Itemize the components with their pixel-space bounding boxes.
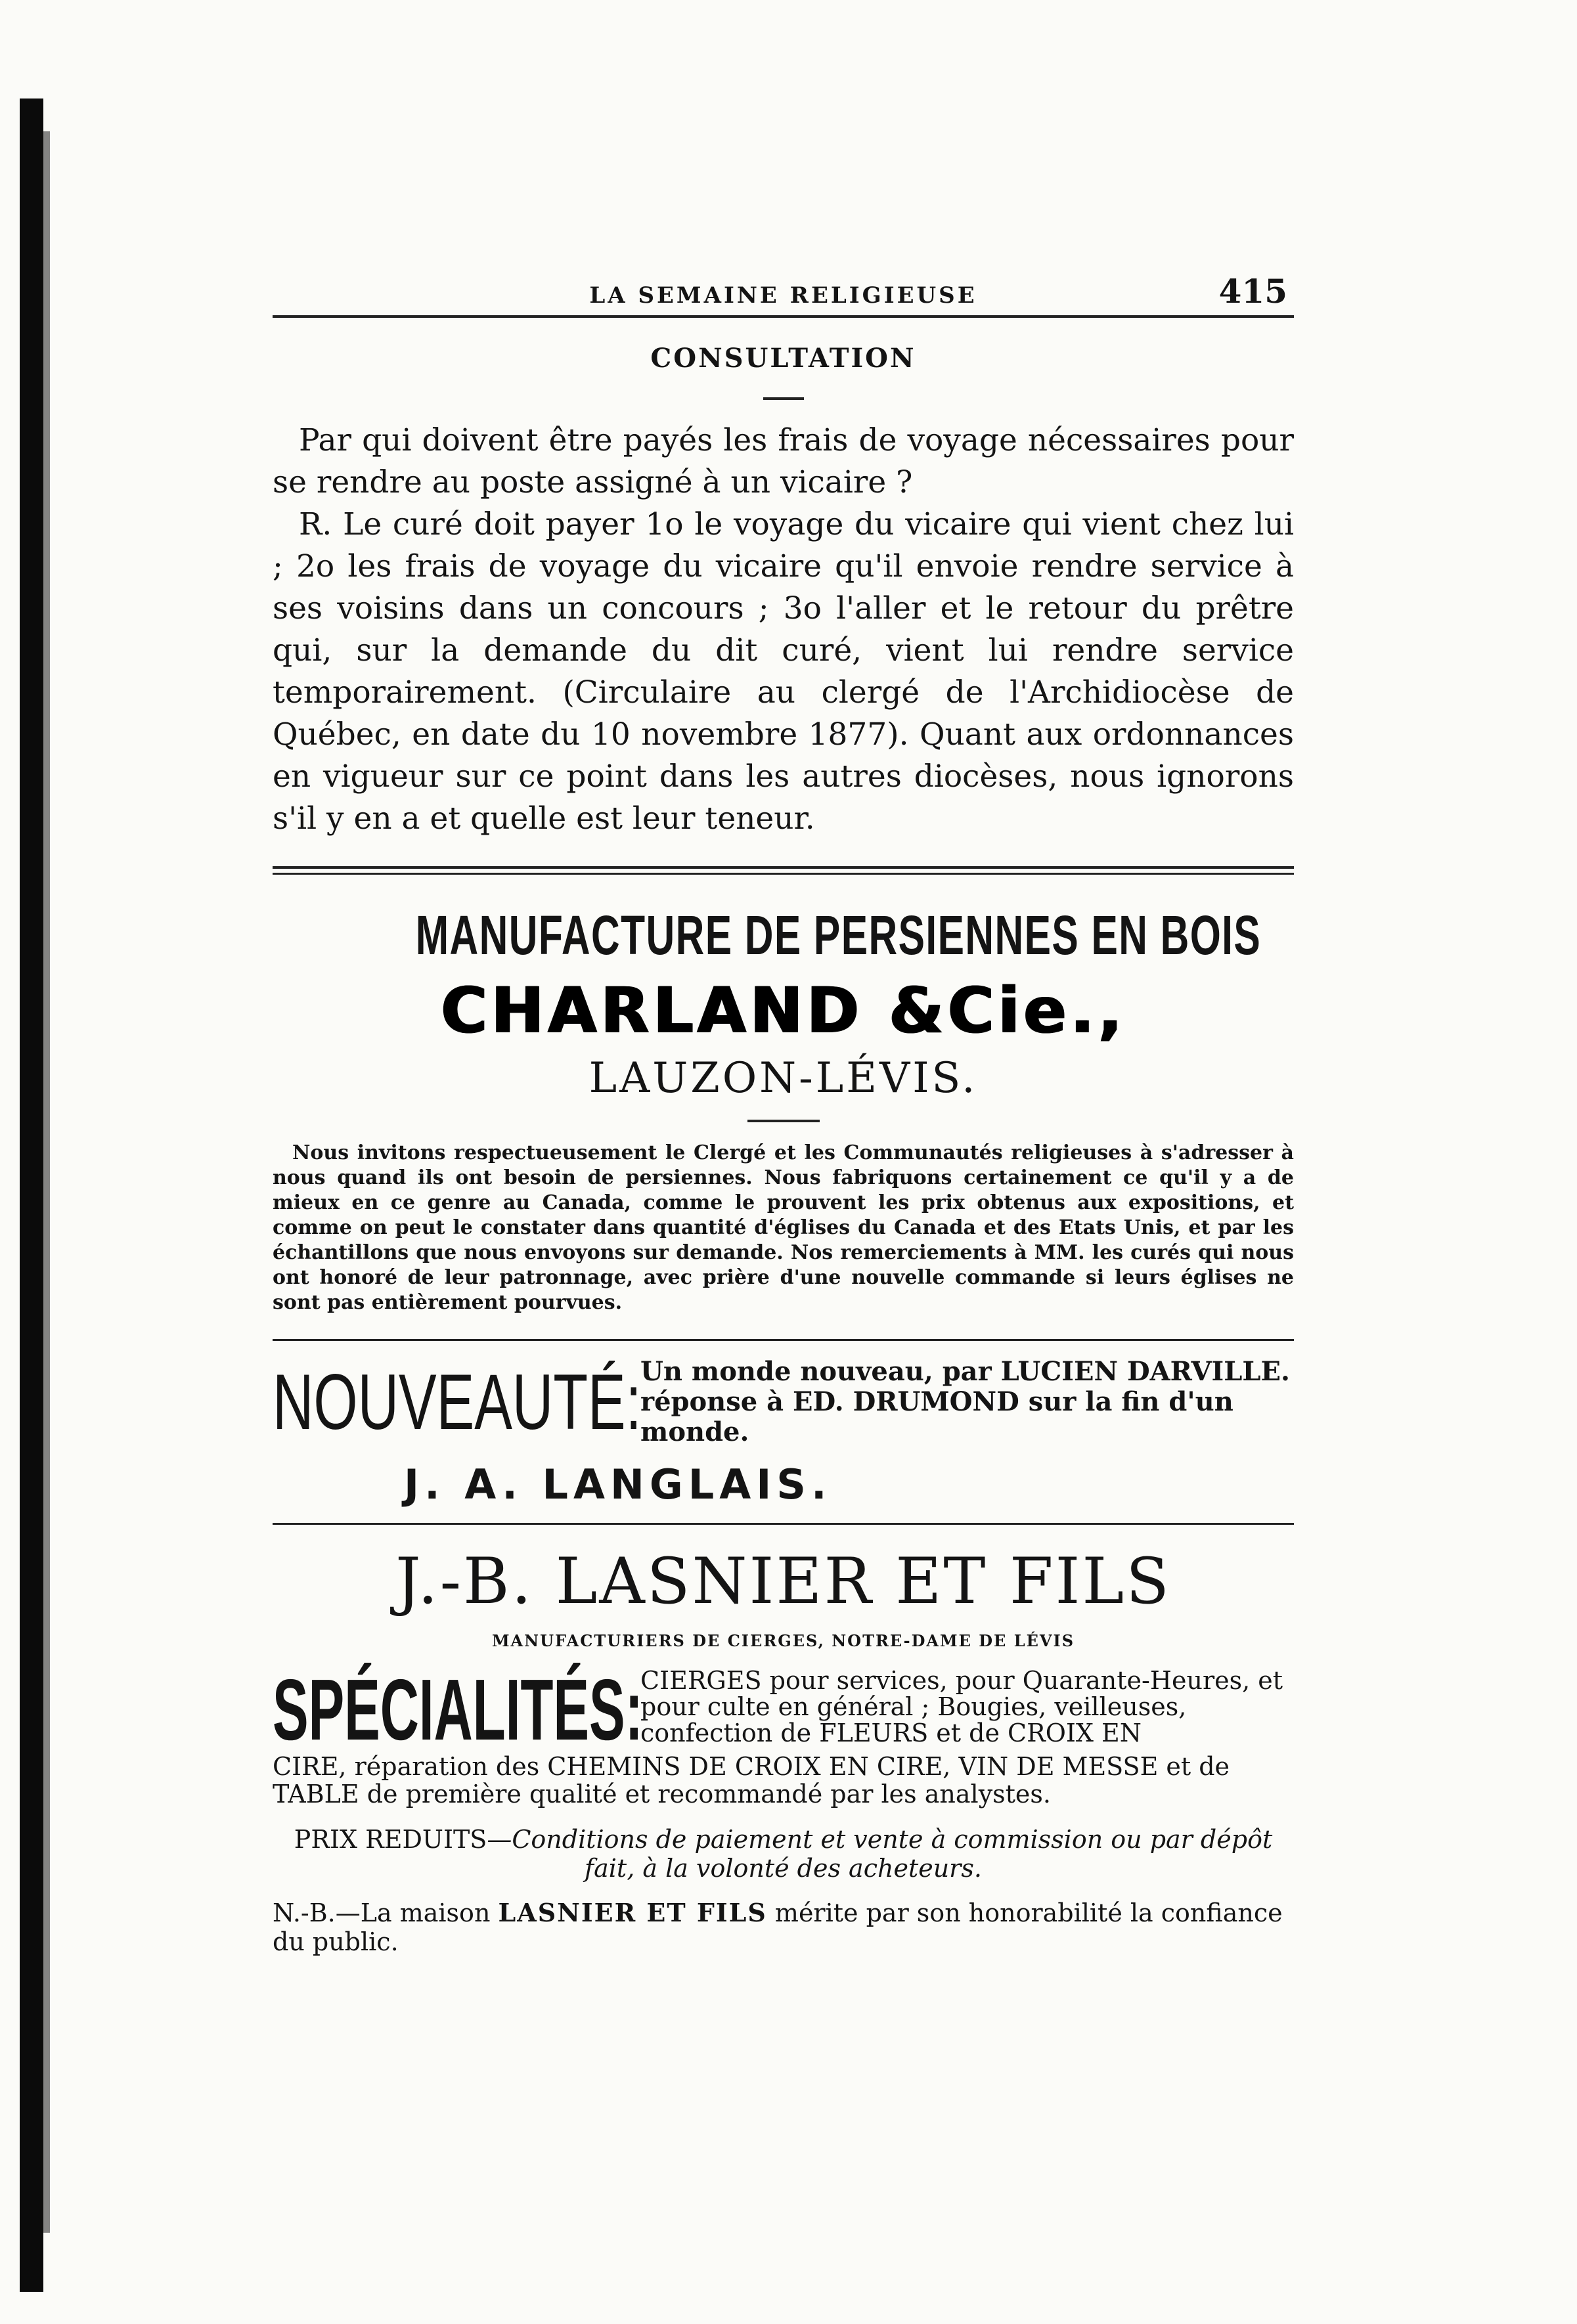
charland-company: CHARLAND &Cie., [440, 974, 1126, 1047]
nouveaute-text [640, 1357, 1294, 1447]
prix-label: PRIX REDUITS [294, 1825, 487, 1854]
specialites-word: SPÉCIALITÉS: [273, 1661, 643, 1758]
page-number: 415 [1218, 272, 1287, 311]
running-header [273, 263, 1294, 315]
answer-paragraph: R. Le curé doit payer 1o le voyage du vicaire qui vient chez lui ; 2o les frais de voyage du vicaire qu'il envoie rendre service à ses voisins dans un concours ; 3o l'aller et le retour du prêtre qui, sur la demande du dit curé, vient lui rendre service temporairement. (Circulaire au clergé de l'Archidiocèse de Québec, en date du 10 novembre 1877). Quant aux ordonnances en vigueur sur ce point dans les autres diocèses, nous ignorons s'il y en a et quelle est leur teneur. [273, 506, 1294, 837]
header-rule [273, 315, 1294, 318]
nouveaute-line-1: Un monde nouveau, par LUCIEN DARVILLE. [640, 1356, 1290, 1387]
nouveaute-word: NOUVEAUTÉ: [273, 1358, 642, 1446]
nb-text: mérite par son honorabilité la confiance du public. [273, 1898, 1283, 1956]
ad-dash [747, 1120, 820, 1122]
lauzon-location: LAUZON-LÉVIS. [589, 1054, 978, 1103]
lasnier-subtitle: MANUFACTURIERS DE CIERGES, NOTRE-DAME DE LÉVIS [491, 1631, 1075, 1650]
lasnier-title: J.-B. LASNIER ET FILS [395, 1545, 1171, 1618]
page-binding-edge [43, 131, 50, 2233]
nb-mid: —La maison [335, 1898, 499, 1927]
page-binding-shadow [20, 99, 43, 2292]
question-paragraph: Par qui doivent être payés les frais de voyage nécessaires pour se rendre au poste assigné à un vicaire ? [273, 422, 1294, 500]
nouveaute-ad [273, 1357, 1294, 1447]
consultation-body [273, 420, 1294, 840]
page-content [273, 263, 1294, 1956]
prix-text: —Conditions de paiement et vente à commission ou par dépôt fait, à la volonté des acheteurs. [487, 1825, 1273, 1883]
specialites-continuation: CIRE, réparation des CHEMINS DE CROIX EN CIRE, VIN DE MESSE et de TABLE de première qualité et recommandé par les analystes. [273, 1752, 1230, 1809]
persiennes-paragraph: Nous invitons respectueusement le Clergé et les Communautés religieuses à s'adresser à nous quand ils ont besoin de persiennes. Nous fabriquons certainement ce qu'il y a de mieux en ce genre au Canada, comme le prouvent les prix obtenus aux expositions, et comme on peut le constater dans quantité d'églises du Canada et des Etats Unis, et par les échantillons que nous envoyons sur demande. Nos remerciements à MM. les curés qui nous ont honoré de leur patronnage, avec prière d'une nouvelle commande si leurs églises ne sont pas entièrement pourvues. [273, 1141, 1294, 1314]
nb-firm: LASNIER ET FILS [498, 1898, 767, 1927]
ad-separator-2 [273, 1523, 1294, 1525]
nb-label: N.-B. [273, 1898, 336, 1927]
specialites-block [273, 1661, 1294, 1758]
consultation-heading: CONSULTATION [650, 343, 916, 374]
persiennes-title: MANUFACTURE DE PERSIENNES EN BOIS [415, 904, 1262, 966]
persiennes-text [273, 1141, 1294, 1315]
specialites-text: CIERGES pour services, pour Quarante-Heures, et pour culte en général ; Bougies, veilleuses, confection de FLEURS et de CROIX EN [640, 1666, 1283, 1747]
double-rule [273, 866, 1294, 875]
ad-separator [273, 1339, 1294, 1341]
heading-dash [763, 397, 804, 400]
prix-reduits [273, 1825, 1294, 1883]
langlais-publisher: J. A. LANGLAIS. [404, 1460, 832, 1508]
nouveaute-line-2: réponse à ED. DRUMOND sur la fin d'un monde. [640, 1386, 1233, 1447]
running-title: LA SEMAINE RELIGIEUSE [589, 282, 977, 309]
nota-bene [273, 1898, 1294, 1956]
